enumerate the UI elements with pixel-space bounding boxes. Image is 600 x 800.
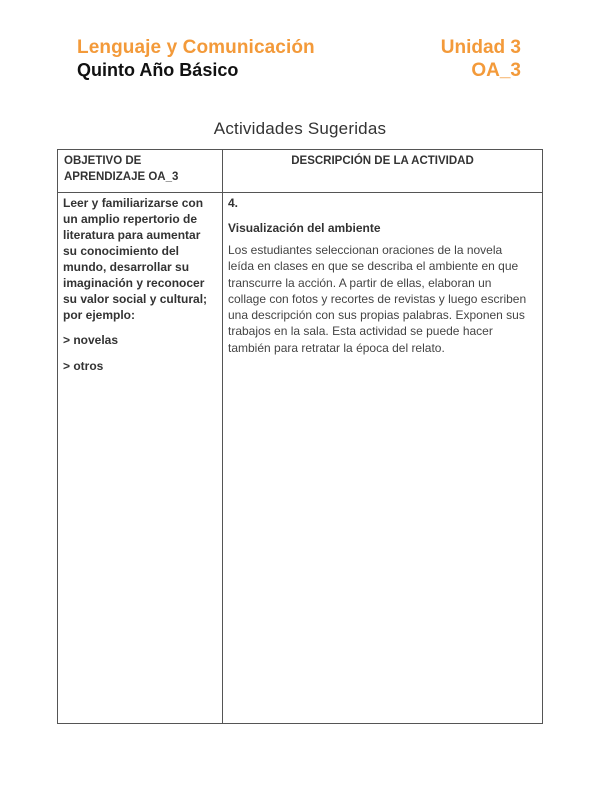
objective-cell [63,195,215,384]
activity-cell [228,195,528,356]
table-column-divider [222,150,223,723]
subject-title: Lenguaje y Comunicación [77,37,315,58]
table-row-divider [58,192,542,193]
activity-title: Visualización del ambiente [228,221,381,235]
page-header [77,37,521,83]
objective-column-header: OBJETIVO DE APRENDIZAJE OA_3 [64,155,179,183]
oa-label: OA_3 [471,60,521,81]
activity-number: 4. [228,196,239,210]
header-bottom-row [77,59,521,82]
header-top-row [77,37,521,59]
objective-item-novelas: > novelas [63,333,119,347]
unit-label: Unidad 3 [440,37,521,58]
objective-item-otros: > otros [63,359,104,373]
grade-label: Quinto Año Básico [77,60,239,80]
objective-text: Leer y familiarizarse con un amplio repertorio de literatura para aumentar su conocimiento del mundo, desarrollar su imaginación y reconocer su valor social y cultural; por ejemplo: [63,196,208,322]
description-column-header: DESCRIPCIÓN DE LA ACTIVIDAD [291,155,474,167]
activity-table [57,149,543,724]
activity-description: Los estudiantes seleccionan oraciones de la novela leída en clases en que se describa el ambiente en que transcurre la acción. A partir de ellas, elaboran un collage con fotos y recortes de revistas y luego escriben una descripción con sus propias palabras. Exponen sus trabajos en la sala. Esta actividad se puede hacer también para retratar la época del relato. [228,243,527,355]
section-title: Actividades Sugeridas [213,119,387,138]
